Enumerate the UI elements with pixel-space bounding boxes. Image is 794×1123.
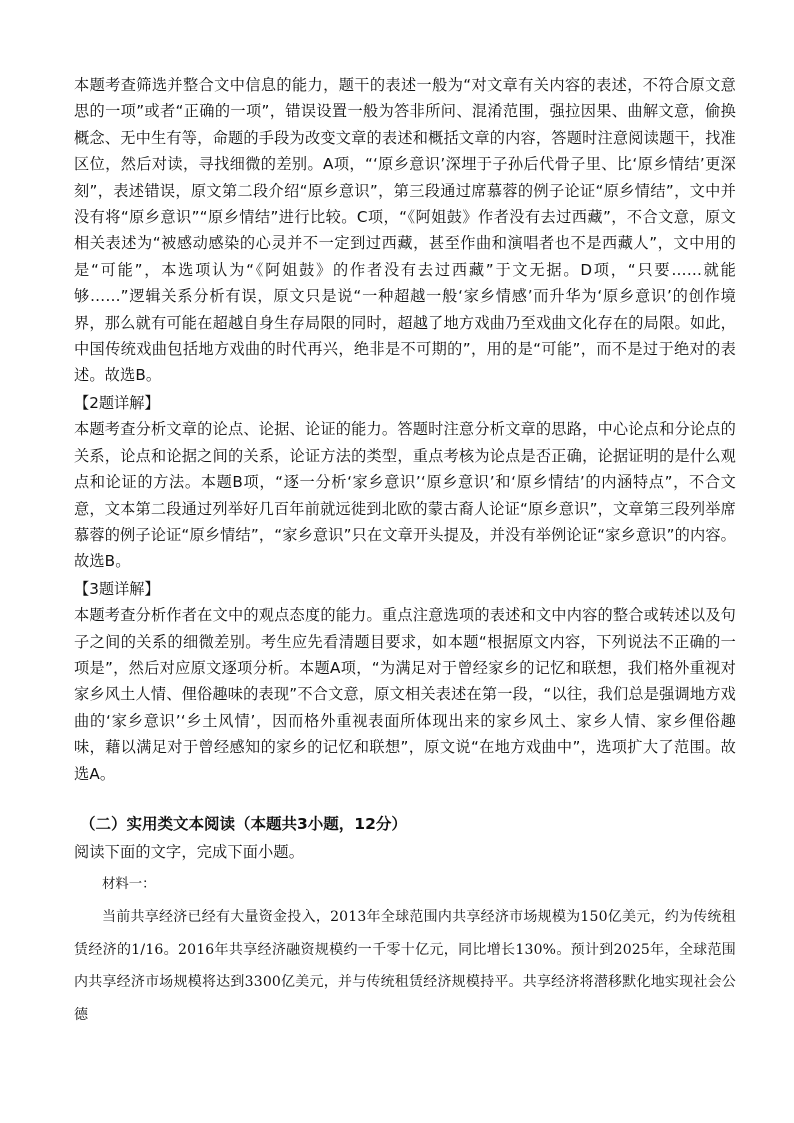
material-text: 当前共享经济已经有大量资金投入，2013年全球范围内共享经济市场规模为150亿美元，约为传统租赁经济的1/16。2016年共享经济融资规模约一千零十亿元，同比增长130%。预计到2025年，全球范围内共享经济市场规模将达到3300亿美元，并与传统租赁经济规模持平。共享经济将潜移默化地实现社会公德 — [74, 909, 736, 1023]
analysis-paragraph-1: 本题考查筛选并整合文中信息的能力，题干的表述一般为“对文章有关内容的表述，不符合原文意思的一项”或者“正确的一项”，错误设置一般为答非所问、混淆范围，强拉因果、曲解文意，偷换概念、无中生有等，命题的手段为改变文章的表述和概括文章的内容，答题时注意阅读题干，找准区位，然后对读，寻找细微的差别。A项，“‘原乡意识’深埋于子孙后代骨子里、比‘原乡情结’更深刻”，表述错误，原文第二段介绍“原乡意识”，第三段通过席慕蓉的例子论证“原乡情结”，文中并没有将“原乡意识”“原乡情结”进行比较。C项，“《阿姐鼓》作者没有去过西藏”，不合文意，原文相关表述为“被感动感染的心灵并不一定到过西藏，甚至作曲和演唱者也不是西藏人”，文中用的是“可能”，本选项认为“《阿姐鼓》的作者没有去过西藏”于文无据。D项，“只要……就能够……”逻辑关系分析有误，原文只是说“一种超越一般‘家乡情感’而升华为‘原乡意识’的创作境界，那么就有可能在超越自身生存局限的同时，超越了地方戏曲乃至戏曲文化存在的局限。如此，中国传统戏曲包括地方戏曲的时代再兴，绝非是不可期的”，用的是“可能”，而不是过于绝对的表述。故选B。 — [74, 76, 736, 385]
q3-heading: 【3题详解】 — [74, 579, 160, 598]
analysis-paragraph-2: 本题考查分析文章的论点、论据、论证的能力。答题时注意分析文章的思路，中心论点和分论点的关系，论点和论据之间的关系，论证方法的类型，重点考核为论点是否正确，论据证明的是什么观点和论证的方法。本题B项，“逐一分析‘家乡意识’‘原乡意识’和‘原乡情结’的内涵特点”，不合文意，文本第二段通过列举好几百年前就远徙到北欧的蒙古裔人论证“原乡意识”，文章第三段列举席慕蓉的例子论证“原乡情结”，“家乡意识”只在文章开头提及，并没有举例论证“家乡意识”的内容。故选B。 — [74, 420, 736, 571]
analysis-paragraph-3: 本题考查分析作者在文中的观点态度的能力。重点注意选项的表述和文中内容的整合或转述以及句子之间的关系的细微差别。考生应先看清题目要求，如本题“根据原文内容，下列说法不正确的一项是”，然后对应原文逐项分析。本题A项，“为满足对于曾经家乡的记忆和联想，我们格外重视对家乡风土人情、俚俗趣味的表现”不合文意，原文相关表述在第一段，“以往，我们总是强调地方戏曲的‘家乡意识’‘乡土风情’，因而格外重视表面所体现出来的家乡风土、家乡人情、家乡俚俗趣味，藉以满足对于曾经感知的家乡的记忆和联想”，原文说“在地方戏曲中”，选项扩大了范围。故选A。 — [74, 606, 736, 783]
material-label: 材料一： — [102, 877, 156, 893]
q2-heading: 【2题详解】 — [74, 393, 160, 412]
section-instruction: 阅读下面的文字，完成下面小题。 — [74, 842, 305, 861]
section-title: （二）实用类文本阅读（本题共3小题，12分） — [80, 814, 407, 833]
